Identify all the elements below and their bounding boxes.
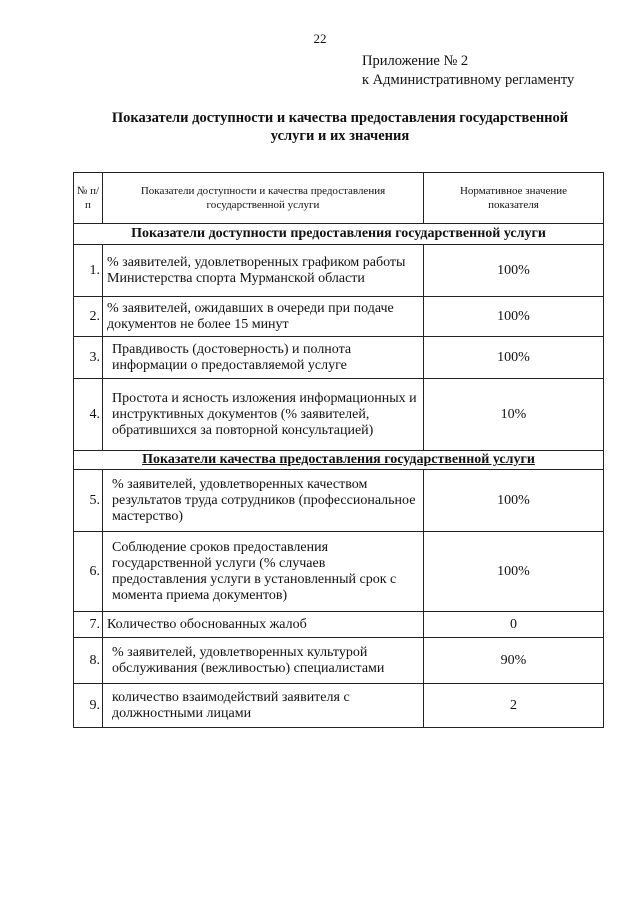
section-title-availability: Показатели доступности предоставления государственной услуги — [74, 224, 604, 245]
table-row — [74, 612, 604, 638]
appendix-line-2: к Административному регламенту — [362, 72, 575, 88]
row-value: 90% — [424, 638, 604, 684]
document-title — [60, 109, 620, 145]
row-value: 100% — [424, 470, 604, 532]
page-number: 22 — [313, 31, 327, 46]
table-row — [74, 379, 604, 451]
section-row-quality — [74, 451, 604, 470]
row-number: 1. — [74, 245, 103, 297]
row-number: 9. — [74, 684, 103, 728]
row-indicator: Простота и ясность изложения информационных и инструктивных документов (% заявителей, обратившихся за повторной консультацией) — [103, 379, 424, 451]
table-row — [74, 337, 604, 379]
row-number: 3. — [74, 337, 103, 379]
table-row — [74, 638, 604, 684]
row-indicator: % заявителей, ожидавших в очереди при подаче документов не более 15 минут — [103, 297, 424, 337]
section-title-quality: Показатели качества предоставления государственной услуги — [74, 451, 604, 470]
row-number: 6. — [74, 532, 103, 612]
appendix-line-1: Приложение № 2 — [362, 53, 469, 69]
row-value: 100% — [424, 337, 604, 379]
row-value: 0 — [424, 612, 604, 638]
row-value: 100% — [424, 245, 604, 297]
header-indicator: Показатели доступности и качества предоставления государственной услуги — [103, 173, 424, 224]
row-indicator: количество взаимодействий заявителя с должностными лицами — [103, 684, 424, 728]
table-row — [74, 297, 604, 337]
row-number: 4. — [74, 379, 103, 451]
row-value: 100% — [424, 532, 604, 612]
row-indicator: % заявителей, удовлетворенных культурой обслуживания (вежливостью) специалистами — [103, 638, 424, 684]
row-number: 2. — [74, 297, 103, 337]
row-number: 7. — [74, 612, 103, 638]
table-row — [74, 532, 604, 612]
header-number: № п/п — [74, 173, 103, 224]
row-indicator: % заявителей, удовлетворенных качеством результатов труда сотрудников (профессиональное мастерство) — [103, 470, 424, 532]
row-number: 8. — [74, 638, 103, 684]
table-header-row — [74, 173, 604, 224]
row-value: 2 — [424, 684, 604, 728]
row-indicator: Количество обоснованных жалоб — [103, 612, 424, 638]
title-line-2: услуги и их значения — [270, 128, 410, 144]
header-value: Нормативное значение показателя — [424, 173, 604, 224]
section-row-availability — [74, 224, 604, 245]
row-value: 10% — [424, 379, 604, 451]
row-value: 100% — [424, 297, 604, 337]
appendix-note — [362, 52, 574, 90]
row-indicator: % заявителей, удовлетворенных графиком работы Министерства спорта Мурманской области — [103, 245, 424, 297]
title-line-1: Показатели доступности и качества предоставления государственной — [111, 110, 569, 126]
indicators-table — [73, 172, 604, 728]
row-number: 5. — [74, 470, 103, 532]
row-indicator: Правдивость (достоверность) и полнота информации о предоставляемой услуге — [103, 337, 424, 379]
table-row — [74, 245, 604, 297]
row-indicator: Соблюдение сроков предоставления государственной услуги (% случаев предоставления услуги в установленный срок с момента приема документов) — [103, 532, 424, 612]
table-row — [74, 470, 604, 532]
table-row — [74, 684, 604, 728]
